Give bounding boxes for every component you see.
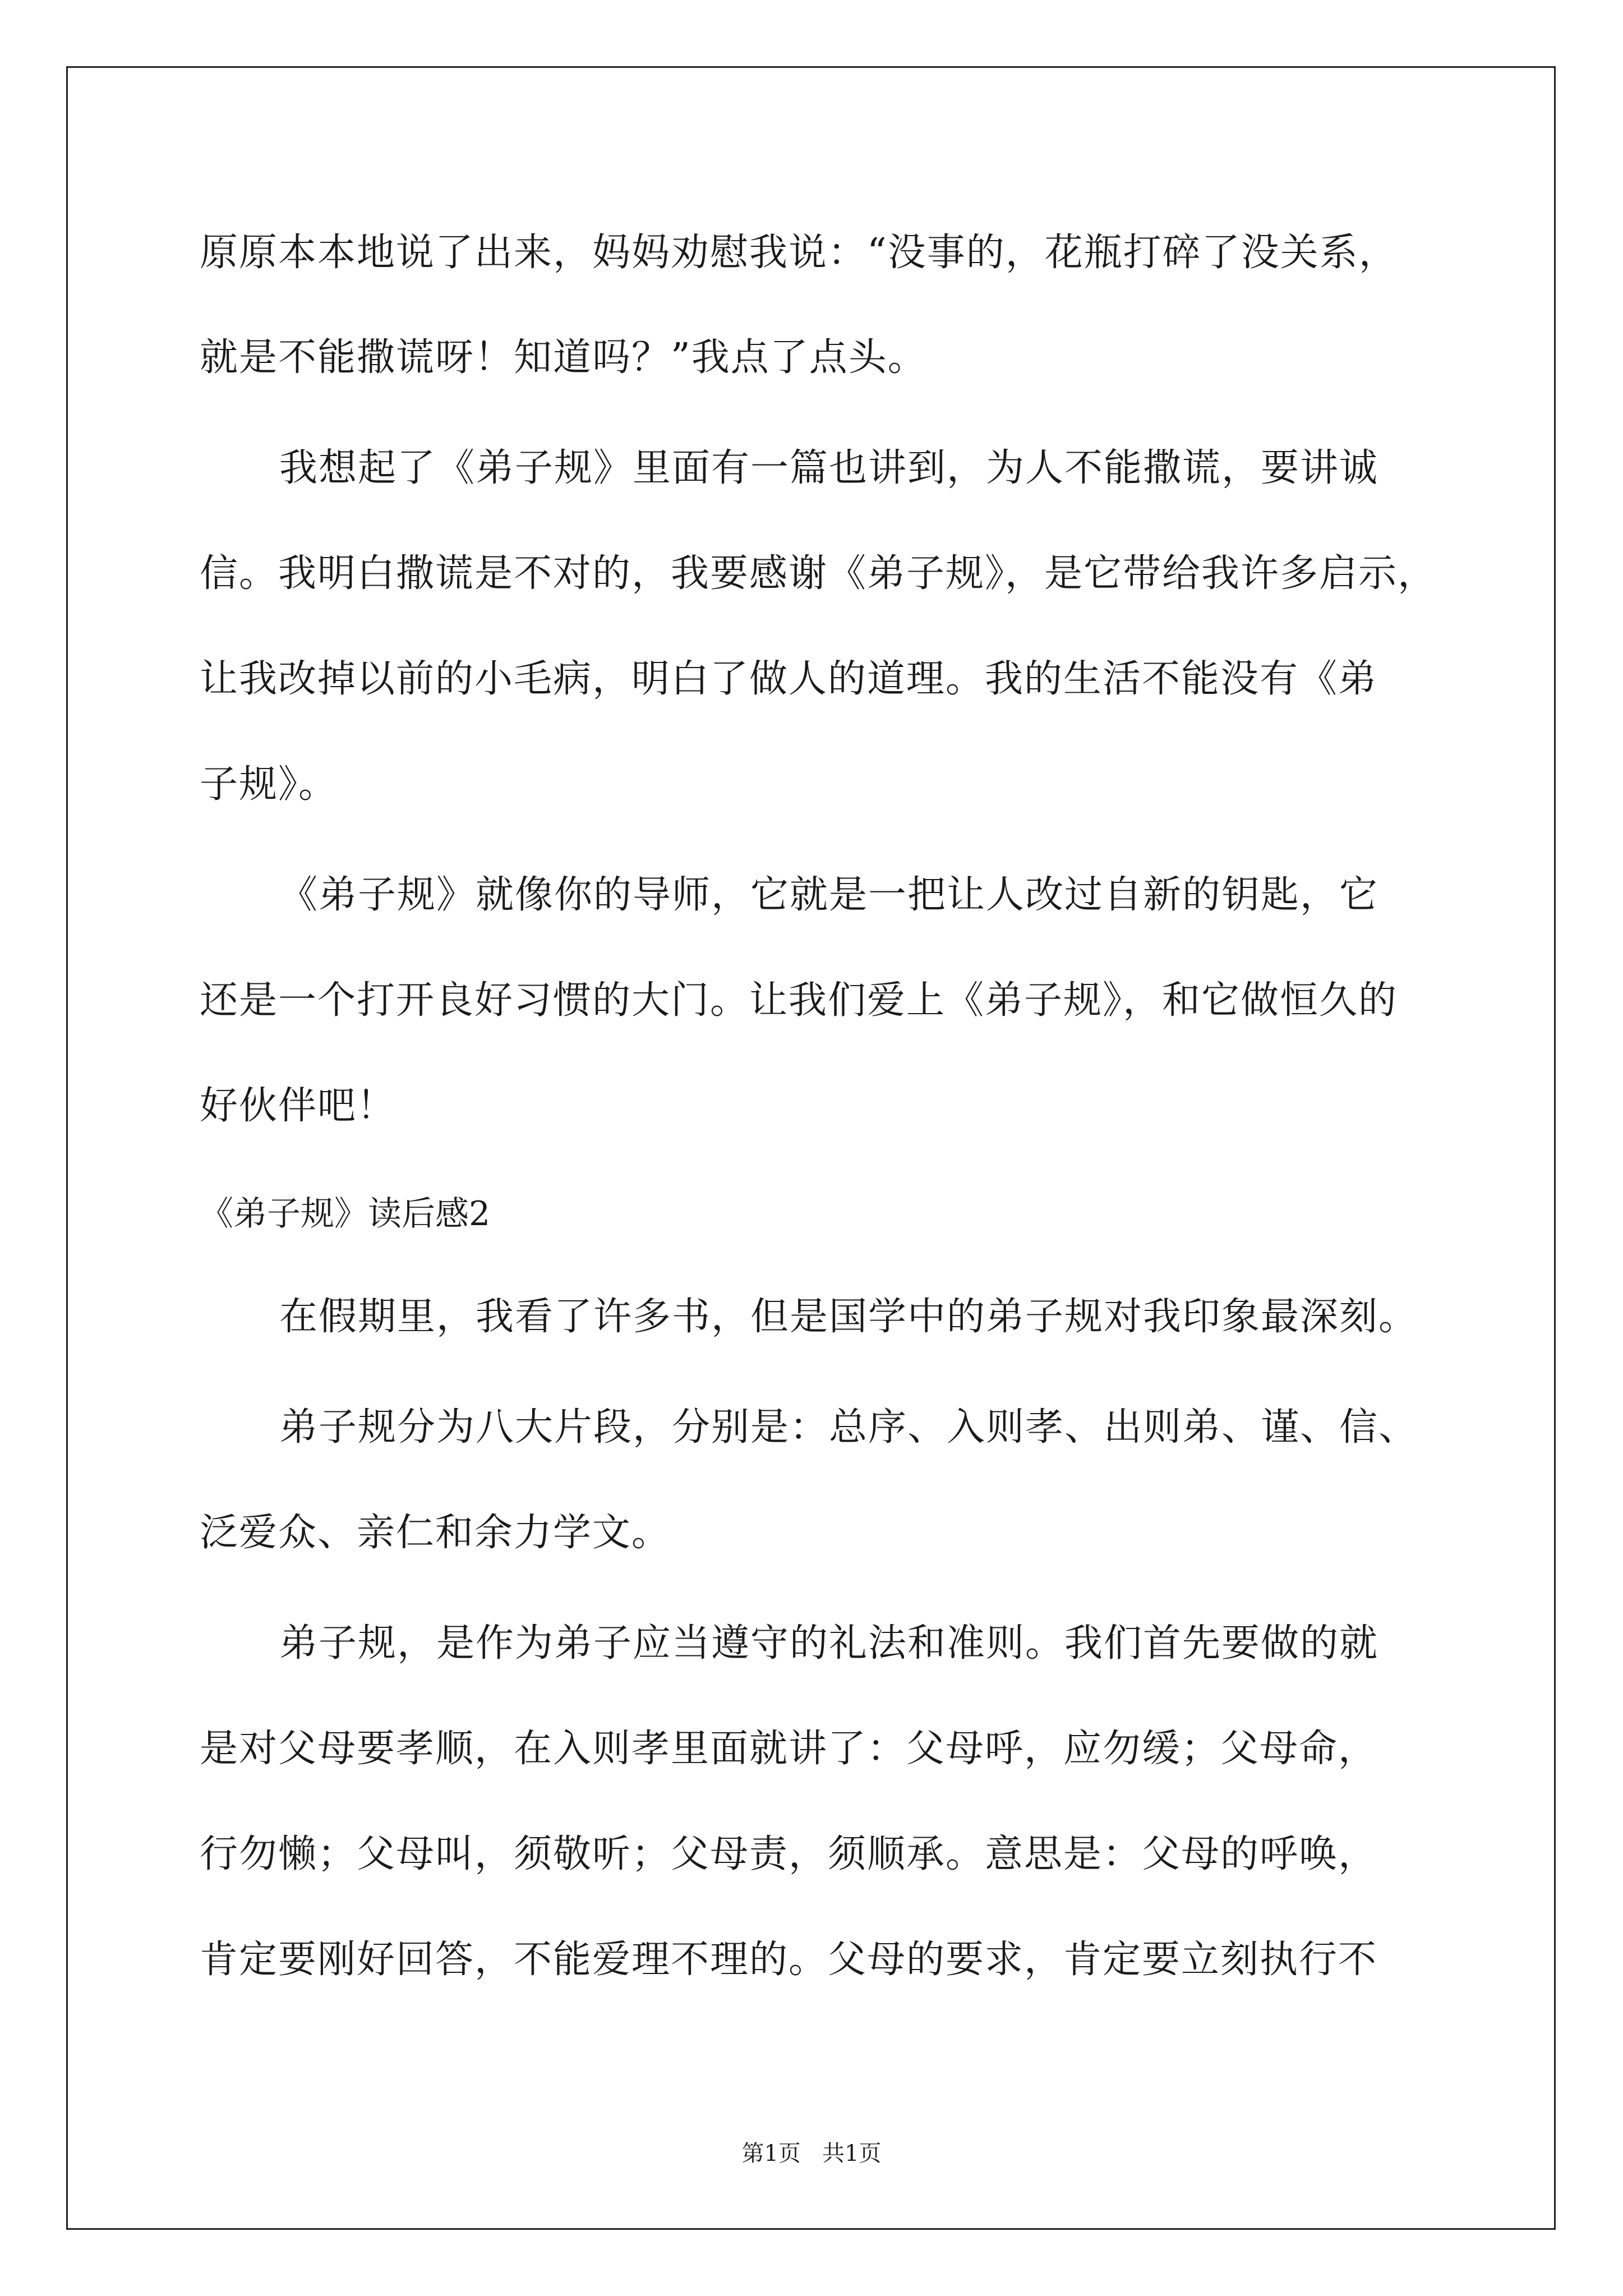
- text-line-14: 是对父母要孝顺，在入则孝里面就讲了：父母呼，应勿缓；父母命，: [200, 1727, 1378, 1771]
- text-line-13: 弟子规，是作为弟子应当遵守的礼法和准则。我们首先要做的就: [279, 1621, 1379, 1665]
- text-line-11: 弟子规分为八大片段，分别是：总序、入则孝、出则弟、谨、信、: [279, 1405, 1418, 1450]
- text-line-12: 泛爱众、亲仁和余力学文。: [200, 1511, 671, 1555]
- text-line-9: 好伙伴吧！: [200, 1084, 396, 1128]
- text-line-10: 在假期里，我看了许多书，但是国学中的弟子规对我印象最深刻。: [279, 1295, 1418, 1339]
- text-line-16: 肯定要刚好回答，不能爱理不理的。父母的要求，肯定要立刻执行不: [200, 1938, 1378, 1982]
- text-line-5: 让我改掉以前的小毛病，明白了做人的道理。我的生活不能没有《弟: [200, 657, 1378, 701]
- text-line-2: 就是不能撒谎呀！知道吗？”我点了点头。: [200, 335, 927, 380]
- text-line-1: 原原本本地说了出来，妈妈劝慰我说：“没事的，花瓶打碎了没关系，: [200, 231, 1398, 275]
- text-line-4: 信。我明白撒谎是不对的，我要感谢《弟子规》，是它带给我许多启示，: [200, 551, 1437, 596]
- text-line-3: 我想起了《弟子规》里面有一篇也讲到，为人不能撒谎，要讲诚: [279, 446, 1379, 490]
- page-border: [66, 66, 1556, 2230]
- text-line-6: 子规》。: [200, 762, 338, 807]
- page-footer: 第1页 共1页: [741, 2141, 882, 2166]
- text-line-15: 行勿懒；父母叫，须敬听；父母责，须顺承。意思是：父母的呼唤，: [200, 1832, 1378, 1876]
- text-line-7: 《弟子规》就像你的导师，它就是一把让人改过自新的钥匙，它: [279, 873, 1379, 917]
- text-line-8: 还是一个打开良好习惯的大门。让我们爱上《弟子规》，和它做恒久的: [200, 978, 1398, 1023]
- section-heading: 《弟子规》读后感2: [200, 1194, 491, 1234]
